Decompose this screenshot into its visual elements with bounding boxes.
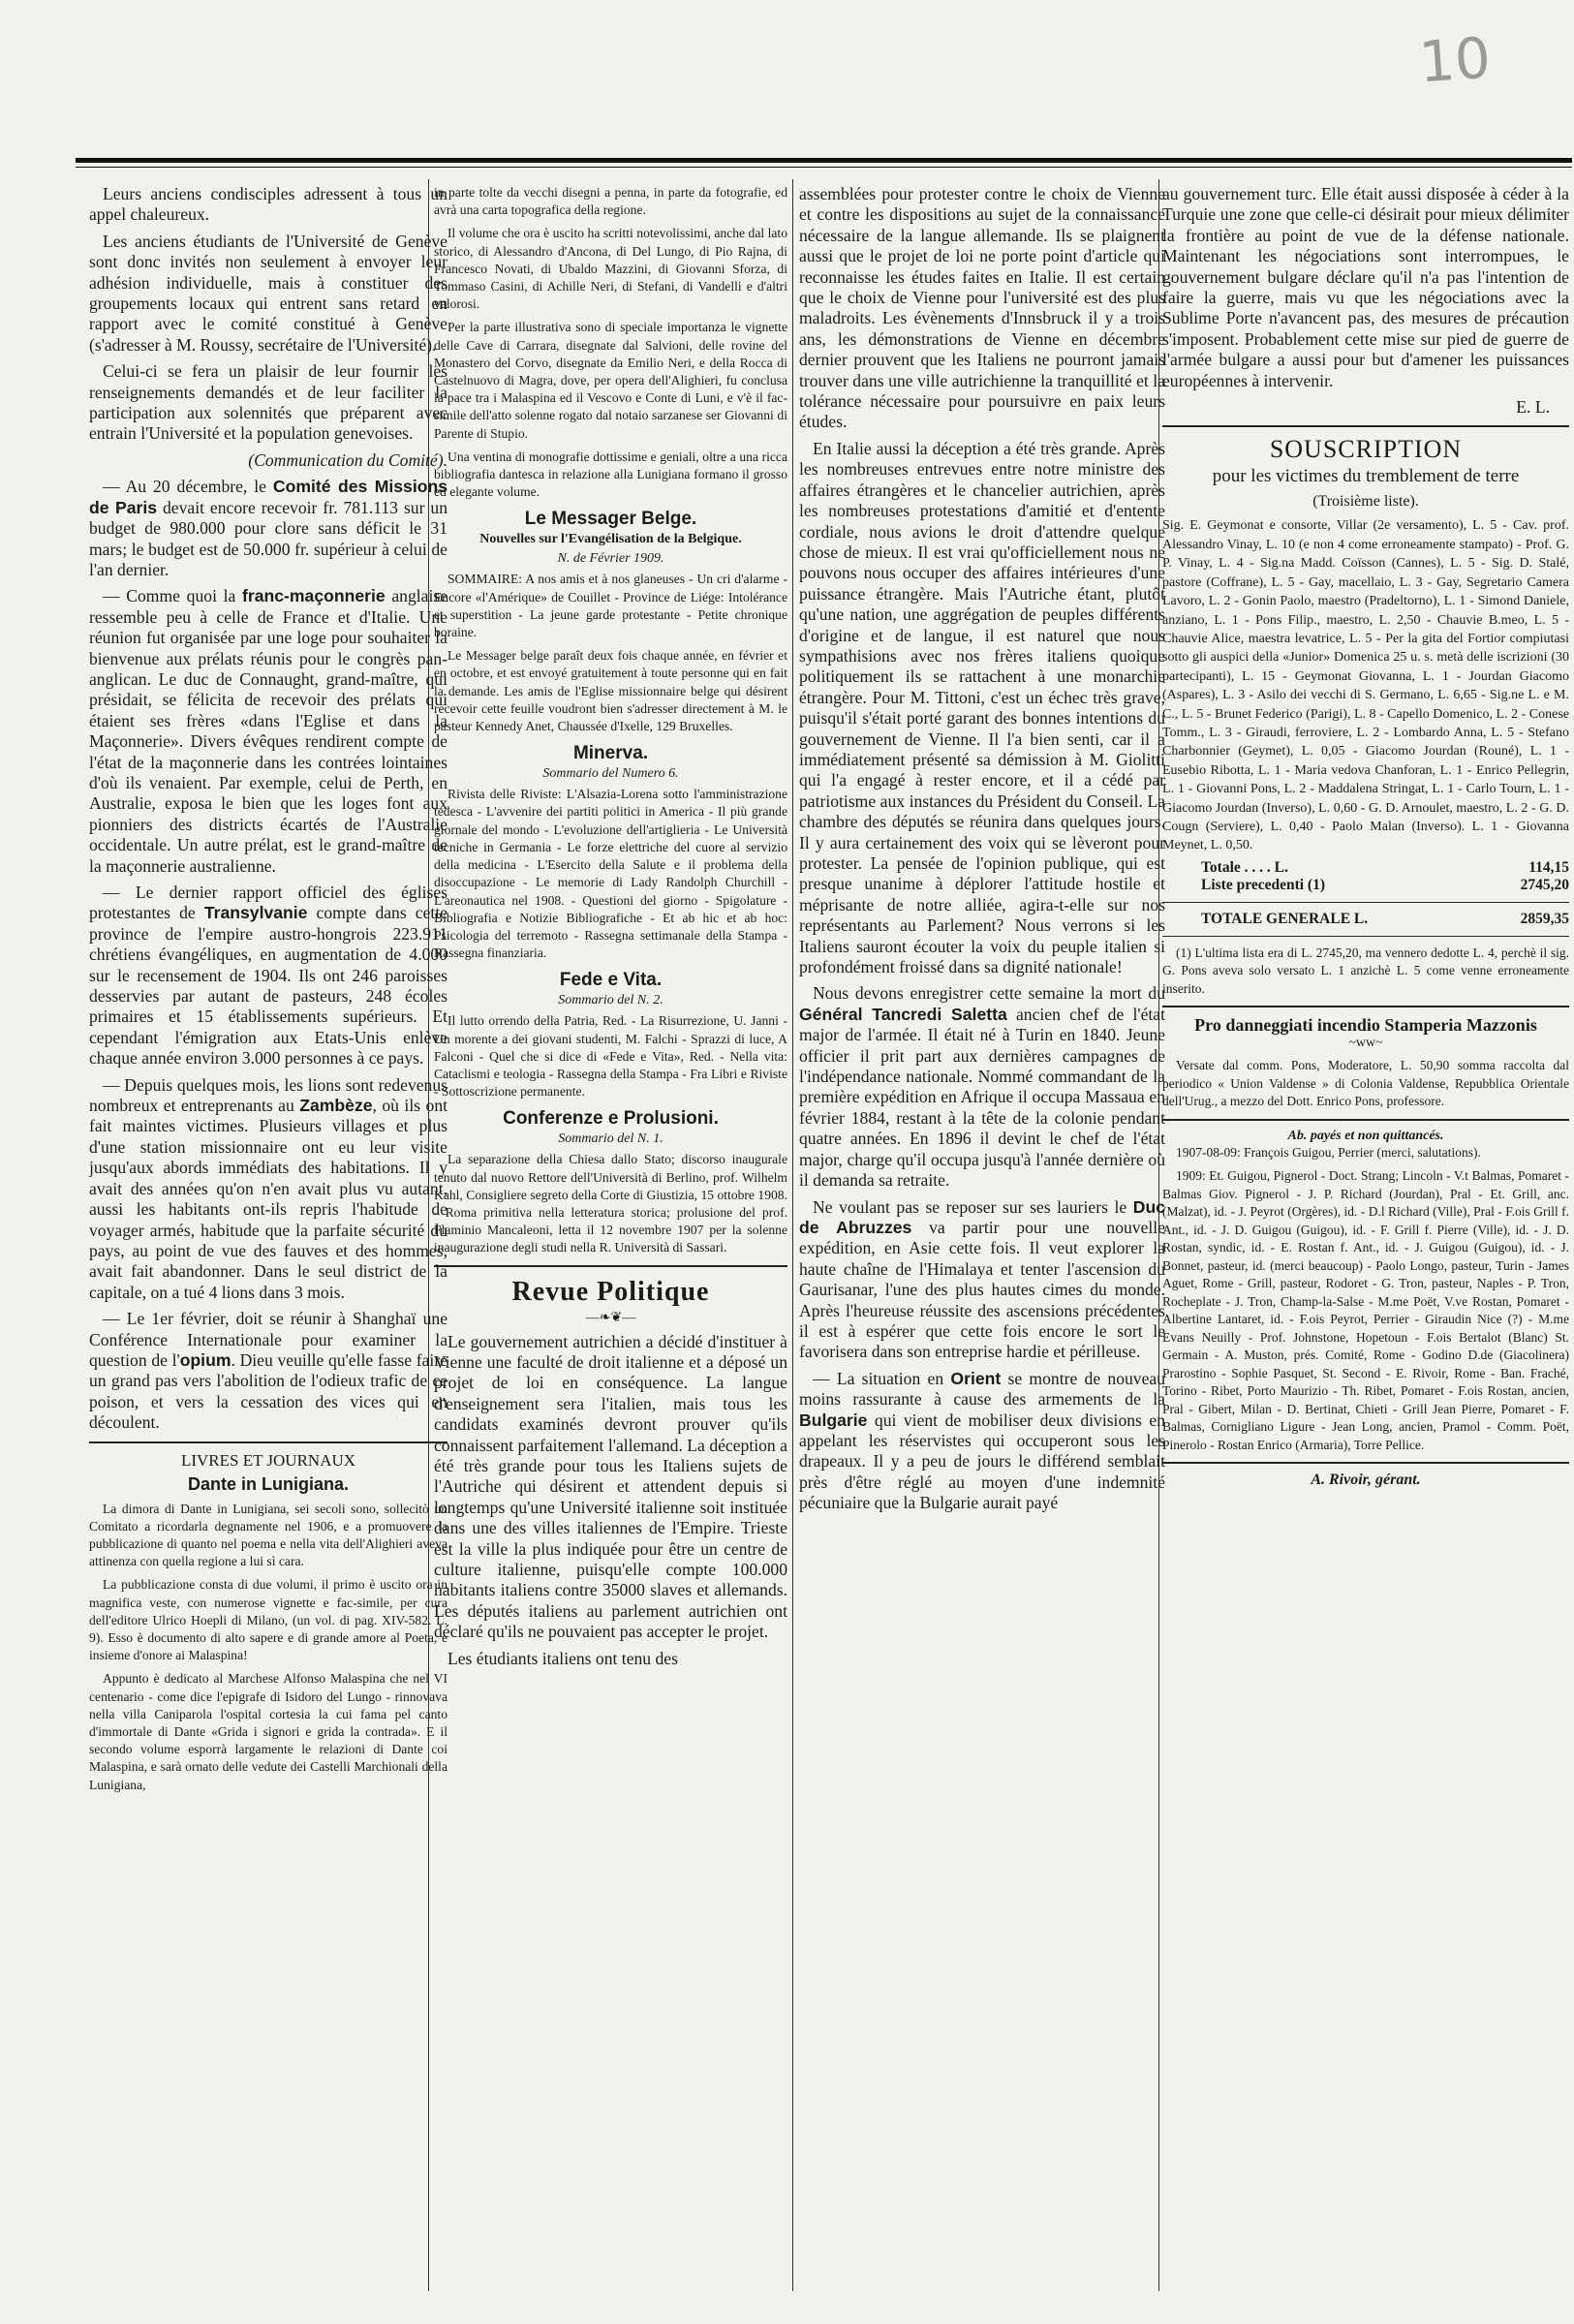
paragraph: in parte tolte da vecchi disegni a penna, in parte da fotografie, ed avrà una carta topografica della regione. [434,185,787,218]
paragraph: SOMMAIRE: A nos amis et à nos glaneuses - Un cri d'alarme - Encore «l'Amérique» de Couillet - Province de Liége: Intolérance et superstition - La jeune garde protestante - Petite chronique boraine. [434,572,787,640]
paragraph: Una ventina di monografie dottissime e geniali, oltre a una ricca bibliografia dantesca in relazione alla Lunigiana formano il grosso ed elegante volume. [434,449,787,500]
header-rule-thin [76,167,1572,168]
review-issue: N. de Février 1909. [557,551,664,567]
text-run: qui vient de mobiliser deux divisions en appelant les réservistes qui occuperont sous les drapeaux. Il y a peu de jours le différend semblait près d'être réglé au moyen d'une indemnité pécuniaire que la Bulgarie aurait payé [799,1410,1165,1513]
previous-value: 2745,20 [1520,876,1569,893]
paragraph: Celui-ci se fera un plaisir de leur fournir les renseignements demandés et de leur faciliter la participation aux solennités que préparent avec entrain l'Université et la population genevoises. [89,361,448,444]
list-number: (Troisième liste). [1312,493,1419,511]
review-title: Conferenze e Prolusioni. [503,1108,719,1130]
page-number: 10 [1416,24,1494,96]
column-4 [1162,184,1569,2296]
text-run: — Depuis quelques mois, les lions sont redevenus nombreux et entreprenants au [89,1074,448,1116]
paragraph [89,586,448,877]
section-subheading: pour les victimes du tremblement de terre [1212,466,1520,487]
text-run: anglaise ressemble peu à celle de France et d'Italie. Une réunion fut organisée par une loge pour souhaiter la bienvenue aux prélats réunis pour le congrès pan-anglican. Le duc de Connaught, grand-maître, qui présidait, se félicita de recevoir des prélats qui étaient ses frères «dans l'Eglise et dans la Maçonnerie». Divers évêques rendirent compte de l'état de la maçonnerie dans les contrées lointaines d'où ils venaient. Par exemple, celui de Perth, en Australie, exposa le bien que les loges font aux pionniers des districts écartés de l'Australie occidentale. Un autre prélat, est le grand-maître de la maçonnerie australienne. [89,586,448,876]
paragraph [89,1075,448,1303]
gerant-signature: A. Rivoir, gérant. [1311,1472,1421,1489]
footnote: (1) L'ultima lista era di L. 2745,20, ma vennero dedotte L. 4, perchè il sig. G. Pons aveva solo versato L. 1 anzichè L. 5 come venne erroneamente inserito. [1162,945,1569,996]
paragraph [89,883,448,1069]
column-3 [799,184,1165,2296]
review-title: Le Messager Belge. [524,509,697,530]
article-title: Dante in Lunigiana. [187,1473,349,1494]
text-run: — Le 1er février, doit se réunir à Shanghaï une Conférence Internationale pour examiner la question de l' [89,1309,448,1370]
text-run: Nous devons enregistrer cette semaine la mort du [813,983,1165,1004]
paragraph: Per la parte illustrativa sono di speciale importanza le vignette delle Cave di Carrara, disegnate dal Salvioni, delle rovine del Monastero del Corvo, disegnate da Emilio Neri, e della Rocca di Castelnuovo di Magra, dove, per opera dell'Alighieri, fu conclusa la pace tra i Malaspina ed il Vescovo e Conte di Luni, e v'è il fac-simile dell'atto solenne rogato dal notaio sarzanese ser Giovanni di Parente di Stupio. [434,320,787,441]
review-issue: Sommario del N. 1. [558,1131,664,1147]
keyword: franc-maçonnerie [242,586,386,606]
paragraph: Il lutto orrendo della Patria, Red. - La Risurrezione, U. Janni - Un morente a dei giovani studenti, M. Falchi - Sprazzi di luce, A Falconi - Quel che si dice di «Fede e Vita», Red. - Nella vita: Cataclismi e teologia - Rassegna della Stampa - Fra Libri e Riviste - Sottoscrizione permanente. [434,1013,787,1100]
paragraph: La dimora di Dante in Lunigiana, sei secoli sono, sollecitò un Comitato a ricordarla degnamente nel 1906, e a promuovere la pubblicazione di quanto nel poema e nella vita dell'Alighieri aveva attinenza con quella regione a lui sì cara. [89,1501,448,1569]
total-value: 114,15 [1528,858,1569,876]
paragraph: En Italie aussi la déception a été très grande. Après les nombreuses entrevues entre notre ministre des affaires étrangères et le chancelier autrichien, après les nombreuses protestations d'amitié et d'entente cordiale, nous avions le droit d'attendre quelque chose de mieux. Il est vrai qu'officiellement nous ne pouvons nous occuper des affaires intérieures d'une puissance étrangère. Mais l'Autriche étant, plutôt qu'une nation, une aggrégation de peuples différents d'origine et de langue, il est naturel que nous sympathisions avec nos frères italiens quoique politiquement ils se rattachent à une monarchie étrangère. Pour M. Tittoni, c'est un échec très grave, puisqu'il s'était porté garant des bonnes intentions du gouvernement de Vienne. Il l'a bien senti, car il a immédiatement présenté sa démission à M. Giolitti qui l'a engagé à rester encore, et il a cédé par patriotisme aux instances du Président du Conseil. La chambre des députés se réunira dans quelques jours. Il y aura certainement des voix qui se lèveront pour protester. La pensée de l'opinion publique, qui est presque unanime à déplorer l'attitude hostile et méprisante de notre alliée, agira-t-elle sur nos représentants au Parlement? Nous verrons si les Italiens sauront écouter la voix du peuple italien si profondément froissé dans sa dignité nationale! [799,438,1165,977]
review-subtitle: Nouvelles sur l'Evangélisation de la Belgique. [479,532,742,547]
keyword: Comité des Missions de Paris [89,477,448,517]
section-rule [89,1441,448,1443]
text-run: se montre de nouveau moins rassurante à cause des armements de la [799,1368,1165,1410]
section-heading: LIVRES ET JOURNAUX [180,1450,356,1470]
section-rule [1162,1462,1569,1464]
review-title: Minerva. [572,743,649,764]
paragraph: Les anciens étudiants de l'Université de Genève sont donc invités non seulement à envoyer leur adhésion individuelle, mais à constituer des groupements locaux qui entrent sans retard en rapport avec le comité constitué à Genève (s'adresser à M. Roussy, secrétaire de l'Université). [89,231,448,355]
total-label: Totale . . . . L. [1201,858,1288,876]
paragraph [799,1197,1165,1363]
paragraph: Il volume che ora è uscito ha scritti notevolissimi, anche dal lato storico, di Alessandro d'Ancona, di Del Lungo, di Pio Rajna, di Francesco Novati, di Ubaldo Mazzini, di Giovanni Sforza, di Tommaso Casini, di Achille Neri, di Stefani, di Vandelli e d'altri valorosi. [434,226,787,312]
paragraph [799,1369,1165,1514]
section-heading: Revue Politique [511,1276,710,1307]
section-heading: SOUSCRIPTION [1269,435,1463,464]
paragraph: Les étudiants italiens ont tenu des [448,1648,678,1668]
ornament: ~ww~ [1348,1036,1383,1051]
text-run: devait encore recevoir fr. 781.113 sur un budget de 980.000 pour clore sans déficit le 31 mars; le budget est de 50.000 fr. supérieur à celui de l'an dernier. [89,497,448,579]
review-issue: Sommario del N. 2. [558,993,664,1008]
keyword: Transylvanie [203,903,308,923]
column-2 [434,184,787,2296]
paragraph: La pubblicazione consta di due volumi, il primo è uscito ora in magnifica veste, con numerose vignette e fac-simile, per cura dell'editore Ulrico Hoepli di Milano, (un vol. di pag. XIV-582. L. 9). Esso è documento di alto sapere e di grande amore al Poeta, e insieme d'onore ai Malaspina! [89,1577,448,1663]
section-heading: Pro danneggiati incendio Stamperia Mazzonis [1194,1015,1537,1036]
keyword: Duc de Abruzzes [799,1196,1165,1237]
text-run: compte dans cette province de l'empire austro-hongrois 223.911 chrétiens évangéliques, en augmentation de 4.000 sur le recensement de 1904. Ils ont 246 paroisses desservies par autant de pasteurs, 248 écoles primaires et 15 établissements supérieurs. Et cependant l'émigration aux Etats-Unis enlève chaque année environ 3.000 personnes à ce pays. [89,903,448,1069]
signature: E. L. [1516,397,1550,418]
paragraph: Le Messager belge paraît deux fois chaque année, en février et en octobre, et est envoyé gratuitement à toute personne qui en fait la demande. Les amis de l'Eglise missionnaire belge qui désirent recevoir cette feuille voudront bien s'adresser directement à M. le pasteur Kennedy Anet, Chaussée d'Ixelle, 129 Bruxelles. [434,648,787,734]
text-run: , où ils ont fait maintes victimes. Plusieurs villages et plus d'une station missionnaire ont eu leur visite jusqu'aux abords immédiats des habitations. Il y avait des années qu'on n'en avait plus vu autant, aussi les habitants ont-ils repris l'habitude de voyager armés, habitude que la parfaite sécurité du pays, au point de vue des fauves et des hommes, avait fait abandonner. Dans le seul district de la capitale, on a tué 4 lions dans 3 mois. [89,1096,448,1302]
keyword: Orient [950,1368,1002,1388]
section-heading: Ab. payés et non quittancés. [1287,1128,1444,1143]
text-run: — Le dernier rapport officiel des églises protestantes de [89,883,448,923]
rule [1162,902,1569,903]
section-rule [1162,1006,1569,1007]
paragraph: Rivista delle Riviste: L'Alsazia-Lorena sotto l'amministrazione tedesca - L'avvenire dei partiti politici in America - Il più grande giornale del mondo - L'evoluzione dell'artiglieria - Le Università tecniche in Germania - Le forze elettriche del cuore al servizio della medicina - L'Esercito della Salute e il problema della disoccupazione - Le memorie di Lady Randolph Churchill - L'areonautica nel 1908. - Questioni del giorno - Spigolature - Bibliografia e Notizie Bibliografiche - Et ab hic et ab hoc: Psicologia del terremoto - Rassegna settimanale della Stampa - Rassegna finanziaria. [434,787,787,961]
total-row [1201,859,1569,877]
paragraph: La separazione della Chiesa dallo Stato; discorso inaugurale tenuto dal nuovo Rettore dell'Università di Berlino, prof. Wilhelm Kahl, Consigliere segreto della Corte di Giustizia, 15 ottobre 1908. - Roma primitiva nella letteratura storica; prolusione del prof. Flaminio Mancaleoni, letta il 12 novembre 1907 per la solenne inaugurazione degli studi nella R. Università di Sassari. [434,1152,787,1255]
paragraph: Leurs anciens condisciples adressent à tous un appel chaleureux. [89,184,448,225]
paragraph [799,983,1165,1191]
paragraph: 1909: Et. Guigou, Pignerol - Doct. Strang; Lincoln - V.t Balmas, Pomaret - Balmas Giov. Pignerol - J. P. Richard (Jourdan), Pral - Et. Grill, anc. (Malzat), id. - J. Peyrot (Orgères), id. - D.l Richard (Ville), Pral - F.ois Grill f. Ant., id. - J. D. Guigou (Guigou), id. - F. Grill f. Pierre (Ville), id. - J. D. Rostan, syndic, id. - E. Rostan f. Ant., id. - J. Guigou (Guigou), id. - J. Bonnet, pasteur, id. (merci beaucoup) - Paolo Longo, pasteur, Turin - James Aguet, Rome - Grill, pasteur, Rodoret - G. Tron, pasteur, Naples - P. Tron, Rocheplate - J. Tron, Champ-la-Salse - M.me Poët, V.ve Rostan, Pomaret - Albertine Lantaret, id. - F.ois Peyrot, Perrier - Giraudin Nice (?) - M.me Evans Neuilly - Prof. Johnstone, Hopetoun - F.ois Bertalot (Blanc) St. Germain - A. Muston, prés. Comité, Rome - Godino D.de (Giacolinera) Prarostino - Sophie Pasquet, St. Second - E. Rivoir, Rome - Ban. Fraché, Torino - Ribet, Porto Maurizio - Th. Ribet, Pomaret - F.ois Rostan, ancien, Pral - Gibert, Milan - D. Bertinat, Chieti - Grill Jean Pierre, Pomaret - F. Balmas, Cornigliano Ligure - Jean Long, ancien, Pramol - Comm. Poët, Pinerolo - Rostan Enrico (Armaria), Torre Pellice. [1162,1168,1569,1452]
section-rule [434,1265,787,1267]
keyword: Bulgarie [799,1410,868,1430]
paragraph: Le gouvernement autrichien a décidé d'instituer à Vienne une faculté de droit italienne et a déposé un projet de loi en conséquence. La langue d'enseignement sera l'italien, mais tous les candidats examinés devront prouver qu'ils connaissent parfaitement l'allemand. La déception a été très grande pour tous les Italiens sujets de l'Autriche qui désirent et attendent depuis si longtemps qu'une Université italienne soit instituée dans une des villes italiennes de l'Empire. Trieste est la ville la plus indiquée pour être un centre de culture italienne, puisqu'elle compte 100.000 habitants italiens contre 35000 slaves et allemands. Les députés italiens au parlement autrichien ont déclaré qu'ils ne pouvaient pas accepter le projet. [434,1331,787,1642]
paragraph: assemblées pour protester contre le choix de Vienne et contre les dispositions au sujet de la connaissance nécessaire de la langue allemande. Ils se plaignent aussi que le projet de loi ne porte point d'article qui reconnaisse les études faites en Italie. Il est certain que le choix de Vienne pour l'université est des plus maladroits. Les évènements d'Innsbruck il y a trois ans, les démonstrations de Vienne en décembre dernier prouvent que les Italiens ne pourront jamais trouver dans une ville autrichienne la tranquillité et la tolérance nécessaire pour poursuivre en paix leurs études. [799,184,1165,432]
paragraph [89,477,448,580]
text-run: ancien chef de l'état major de l'armée. Il était né à Turin en 1840. Jeune officier il prit part aux dernières campagnes de l'indépendance nationale. Nommé commandant de la première expédition en Afrique il occupa Massaua en février 1884, restant à la tête de la colonie pendant quatre années. En 1896 il devint le chef de l'état major, charge qu'il occupa jusqu'à l'année dernière où il demanda sa retraite. [799,1004,1165,1191]
text-run: Ne voulant pas se reposer sur ses lauriers le [813,1196,1133,1217]
rule [1162,936,1569,937]
review-title: Fede e Vita. [559,970,663,991]
attribution: (Communication du Comité). [248,449,448,470]
paragraph: au gouvernement turc. Elle était aussi disposée à céder à la Turquie une zone que celle-ci désirait pour mieux délimiter la frontière au point de vue de la défense nationale. Maintenant les négociations sont interrompues, le gouvernement bulgare déclare qu'il n'a pas l'intention de faire la guerre, mais vu que les négociations avec la Sublime Porte n'avancent pas, des mesures de précaution s'imposent. Probablement cette mise sur pied de guerre de l'armée bulgare a aussi pour but d'amener les puissances européennes à intervenir. [1162,184,1569,390]
donor-list: Sig. E. Geymonat e consorte, Villar (2e versamento), L. 5 - Cav. prof. Alessandro Vinay, L. 10 (e non 4 come erroneamente stampato) - Prof. G. P. Vinay, L. 4 - Sig.na Madd. Coïsson (Cannes), L. 5 - Sig. D. Stalé, pastore (Coffrane), L. 5 - Gay, macellaio, L. 3 - Gay, Segretario Camera Lavoro, L. 2 - Gonin Paolo, maestro (Pradeltorno), L. 1 - Simond Daniele, anziano, L. 1 - Pons Filip., maestro, L. 2,50 - Chauvie B.meo, L. 5 - Chauvie Alice, maestra levatrice, L. 5 - Per la gita del Fortior compiutasi sotto gli auspici della «Junior» Domenica 25 u. s. metà delle iscrizioni (30 partecipanti), L. 15 - Geymonat Giovanna, L. 1 - Jourdan Giacomo (Aspares), L. 3 - Asilo dei vecchi di S. Germano, L. 6,65 - Sig.ne L. e M. C., L. 5 - Brunet Federico (Parigi), L. 8 - Capello Domenico, L. 2 - Conese Tomm., L. 3 - Giraudi, ferroviere, L. 2 - Lombardo Anna, L. 5 - Stefano Charbonnier (Geymet), L. 0,05 - Giacomo Jourdan (Rouné), L. 1 - Eusebio Ribotta, L. 1 - Maria vedova Chanforan, L. 1 - Enrico Pellegrin, L. 1 - Giovanni Pons, L. 2 - Maddalena Stringat, L. 1 - Carlo Tourn, L. 1 - Giacomo Jourdan (Inverso), L. 0,60 - G. D. Arnoulet, maestro, L. 2 - G. D. Cougn (Serviere), L. 0,40 - Paolo Malan (Inverso). L. 1 - Giovanna Meynet, L. 0,50. [1162,518,1569,853]
grand-total-label: TOTALE GENERALE L. [1201,910,1369,927]
column-1 [89,184,448,2296]
keyword: Zambèze [299,1096,373,1116]
text-run: . Dieu veuille qu'elle fasse faire un grand pas vers l'abolition de l'odieux trafic de ce poison, et vers la cessation des vices qui en découlent. [89,1349,448,1433]
review-issue: Sommario del Numero 6. [542,766,679,782]
ornament: —❧❦— [585,1310,636,1325]
text-run: va partir pour une nouvelle expédition, en Asie cette fois. Il veut explorer la haute chaîne de l'Himalaya et tenter l'ascension du Gaurisanar, l'une des plus hautes cimes du monde. Après l'heureuse réussite des ascensions précédentes il est à espérer que cette fois encore le sort le favorisera dans son entreprise hardie et périlleuse. [799,1217,1165,1362]
keyword: Général Tancredi Saletta [799,1004,1007,1024]
section-rule [1162,425,1569,427]
keyword: opium [179,1349,231,1370]
previous-label: Liste precedenti (1) [1201,876,1325,893]
column-divider [792,179,793,2291]
text-run: — Comme quoi la [103,586,243,606]
header-rule [76,158,1572,163]
text-run: — Au 20 décembre, le [103,477,273,497]
paragraph: 1907-08-09: François Guigou, Perrier (merci, salutations). [1176,1144,1481,1160]
section-rule [1162,1119,1569,1121]
paragraph: Appunto è dedicato al Marchese Alfonso Malaspina che nel VI centenario - come dice l'epigrafe di Isidoro del Lungo - rinnovava nella villa Caniparola l'ospital cortesia la cui fama pel canto d'immortale di Dante «Grida i signori e grida la contrada». E il secondo volume esporrà largamente le relazioni di Dante coi Malaspina, e sarà ornato delle vedute dei Castelli Marchionali della Lunigiana, [89,1671,448,1792]
grand-total-row [1201,911,1569,928]
paragraph [89,1309,448,1433]
paragraph: Versate dal comm. Pons, Moderatore, L. 50,90 somma raccolta dal periodico « Union Valdense » di Colonia Valdense, Repubblica Orientale dell'Urug., a mezzo del Dott. Enrico Pons, professore. [1162,1058,1569,1109]
previous-lists-row [1201,877,1569,894]
grand-total-value: 2859,35 [1520,910,1569,927]
text-run: — La situation en [813,1368,951,1388]
